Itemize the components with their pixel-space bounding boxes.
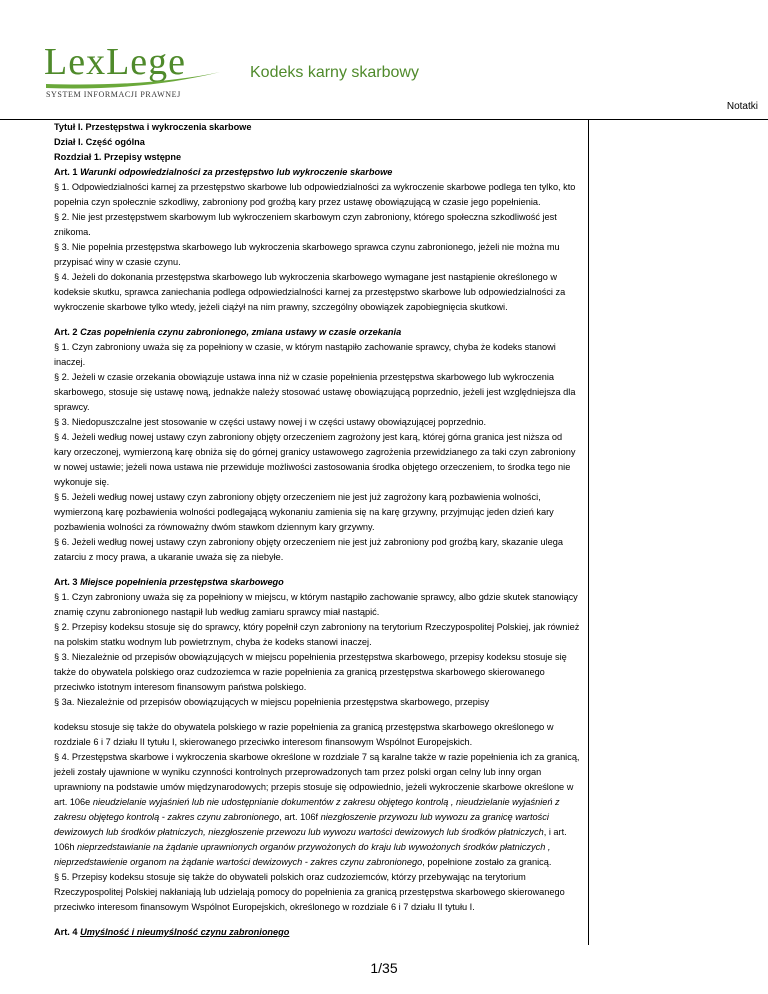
inline-reference: nieudzielanie wyjaśnień lub nie udostępnianie dokumentów z zakresu objętego kontrolą , nieudzielanie wyjaśnień z zakresu objętego kontrolą - zakres czynu zabronionego (54, 797, 560, 822)
notes-divider (588, 120, 589, 945)
paragraph: § 1. Czyn zabroniony uważa się za popełniony w miejscu, w którym nastąpiło zachowanie sprawcy, albo gdzie skutek stanowiący znamię czynu zabronionego nastąpił lub według zamiaru sprawcy miał nastąpić. (54, 592, 578, 617)
logo-tagline: SYSTEM INFORMACJI PRAWNEJ (46, 90, 181, 99)
paragraph: § 1. Czyn zabroniony uważa się za popełniony w czasie, w którym nastąpiło zachowanie sprawcy, chyba że kodeks stanowi inaczej. (54, 342, 556, 367)
chapter-heading: Rozdział 1. Przepisy wstępne (54, 152, 182, 162)
document-title: Kodeks karny skarbowy (250, 64, 419, 81)
page-number: 1/35 (370, 960, 398, 976)
paragraph: § 2. Jeżeli w czasie orzekania obowiązuje ustawa inna niż w czasie popełnienia przestępstwa skarbowego lub wykroczenia skarbowego, stosuje się ustawę nową, jednakże należy stosować ustawę obowiązującą poprzednio, jeżeli jest względniejsza dla sprawcy. (54, 372, 576, 412)
article-heading: Art. 3 Miejsce popełnienia przestępstwa skarbowego (54, 577, 284, 587)
paragraph: § 3. Nie popełnia przestępstwa skarbowego lub wykroczenia skarbowego sprawca czynu zabronionego, jeżeli nie można mu przypisać winy w czasie czynu. (54, 242, 560, 267)
inline-reference: nieprzedstawianie na żądanie uprawnionych organów przywożonych do kraju lub wywożonych środków płatniczych , nieprzedstawienie organom na żądanie wartości dewizowych - zakres czynu zabronionego (54, 842, 551, 867)
article-heading: Art. 2 Czas popełnienia czynu zabronionego, zmiana ustawy w czasie orzekania (54, 327, 402, 337)
document-body (54, 120, 582, 940)
article-heading: Art. 1 Warunki odpowiedzialności za przestępstwo lub wykroczenie skarbowe (54, 167, 393, 177)
paragraph: § 6. Jeżeli według nowej ustawy czyn zabroniony objęty orzeczeniem nie jest już zabroniony pod groźbą kary, skazanie ulega zatarciu z mocy prawa, a ukaranie uważa się za niebyłe. (54, 537, 563, 562)
notes-column-label: Notatki (726, 101, 758, 112)
paragraph: § 1. Odpowiedzialności karnej za przestępstwo skarbowe lub odpowiedzialności za wykroczenie skarbowe podlega ten tylko, kto popełnia czyn społecznie szkodliwy, zabroniony pod groźbą kary przez ustawę obowiązującą w czasie jego popełnienia. (54, 182, 576, 207)
inline-reference: niezgłoszenie przywozu lub wywozu za granicę wartości dewizowych lub środków płatniczych, niezgłoszenie przewozu lub wywozu wartości dewizowych lub środków płatniczych (54, 812, 549, 837)
paragraph: § 3a. Niezależnie od przepisów obowiązujących w miejscu popełnienia przestępstwa skarbowego, przepisy (54, 697, 490, 707)
logo-wordmark: LexLege (44, 41, 187, 83)
division-heading: Dział I. Część ogólna (54, 137, 145, 147)
logo-swoosh-icon (44, 70, 224, 92)
paragraph: § 3. Niedopuszczalne jest stosowanie w części ustawy nowej i w części ustawy obowiązującej poprzednio. (54, 417, 487, 427)
paragraph: § 4. Jeżeli do dokonania przestępstwa skarbowego lub wykroczenia skarbowego wymagane jest nastąpienie określonego w kodeksie skutku, sprawca zaniechania podlega odpowiedzialności karnej za przestępstwo skarbowe lub odpowiedzialności za wykroczenie skarbowe tylko wtedy, jeżeli ciążył na nim prawny, szczególny obowiązek zapobiegnięcia skutkowi. (54, 272, 566, 312)
paragraph: § 2. Nie jest przestępstwem skarbowym lub wykroczeniem skarbowym czyn zabroniony, którego społeczna szkodliwość jest znikoma. (54, 212, 557, 237)
lexlege-logo (44, 40, 224, 100)
paragraph: kodeksu stosuje się także do obywatela polskiego w razie popełnienia za granicą przestępstwa skarbowego określonego w rozdziale 6 i 7 działu II tytułu I, skierowanego przeciwko interesom finansowym Wspólnot Europejskich. (54, 722, 554, 747)
paragraph: § 4. Jeżeli według nowej ustawy czyn zabroniony objęty orzeczeniem zagrożony jest karą, której górna granica jest niższa od kary orzeczonej, wymierzoną karę obniża się do górnej granicy ustawowego zagrożenia przewidzianego za taki czyn zabroniony w nowej ustawie; jeżeli nowa ustawa nie przewiduje możliwości zastosowania środka objętego orzeczeniem, to środka tego nie wykonuje się. (54, 432, 576, 487)
article-heading: Art. 4 Umyślność i nieumyślność czynu zabronionego (54, 927, 290, 937)
paragraph: § 3. Niezależnie od przepisów obowiązujących w miejscu popełnienia przestępstwa skarbowego, przepisy kodeksu stosuje się także do obywatela polskiego oraz cudzoziemca w razie popełnienia za granicą przestępstwa skarbowego skierowanego przeciwko istotnym interesom finansowym państwa polskiego. (54, 652, 567, 692)
paragraph: § 4. Przestępstwa skarbowe i wykroczenia skarbowe określone w rozdziale 7 są karalne także w razie popełnienia ich za granicą, jeżeli zostały ujawnione w wyniku czynności kontrolnych przeprowadzonych tam przez polski organ celny lub inny organ uprawniony na podstawie umów międzynarodowych; przepis stosuje się odpowiednio, jeżeli wykroczenie skarbowe określone w art. 106e nieudzielanie wyjaśnień lub nie udostępnianie dokumentów z zakresu objętego kontrolą , nieudzielanie wyjaśnień z zakresu objętego kontrolą - zakres czynu zabronionego, art. 106f niezgłoszenie przywozu lub wywozu za granicę wartości dewizowych lub środków płatniczych, niezgłoszenie przewozu lub wywozu wartości dewizowych lub środków płatniczych, i art. 106h nieprzedstawianie na żądanie uprawnionych organów przywożonych do kraju lub wywożonych środków płatniczych , nieprzedstawienie organom na żądanie wartości dewizowych - zakres czynu zabronionego, popełnione zostało za granicą. (54, 752, 580, 867)
title-heading: Tytuł I. Przestępstwa i wykroczenia skarbowe (54, 122, 252, 132)
paragraph: § 2. Przepisy kodeksu stosuje się do sprawcy, który popełnił czyn zabroniony na terytorium Rzeczypospolitej Polskiej, jak również na polskim statku wodnym lub powietrznym, chyba że kodeks stanowi inaczej. (54, 622, 580, 647)
paragraph: § 5. Jeżeli według nowej ustawy czyn zabroniony objęty orzeczeniem nie jest już zagrożony karą pozbawienia wolności, wymierzoną karę pozbawienia wolności podlegającą wykonaniu zamienia się na karę grzywny, przyjmując jeden dzień kary pozbawienia wolności za równoważny dwóm stawkom dziennym kary grzywny. (54, 492, 554, 532)
paragraph: § 5. Przepisy kodeksu stosuje się także do obywateli polskich oraz cudzoziemców, którzy przebywając na terytorium Rzeczypospolitej Polskiej nakłaniają lub udzielają pomocy do popełnienia za granicą przestępstwa skarbowego skierowanego przeciwko interesom finansowym Wspólnot Europejskich, określonego w rozdziale 6 i 7 działu II tytułu I. (54, 872, 565, 912)
